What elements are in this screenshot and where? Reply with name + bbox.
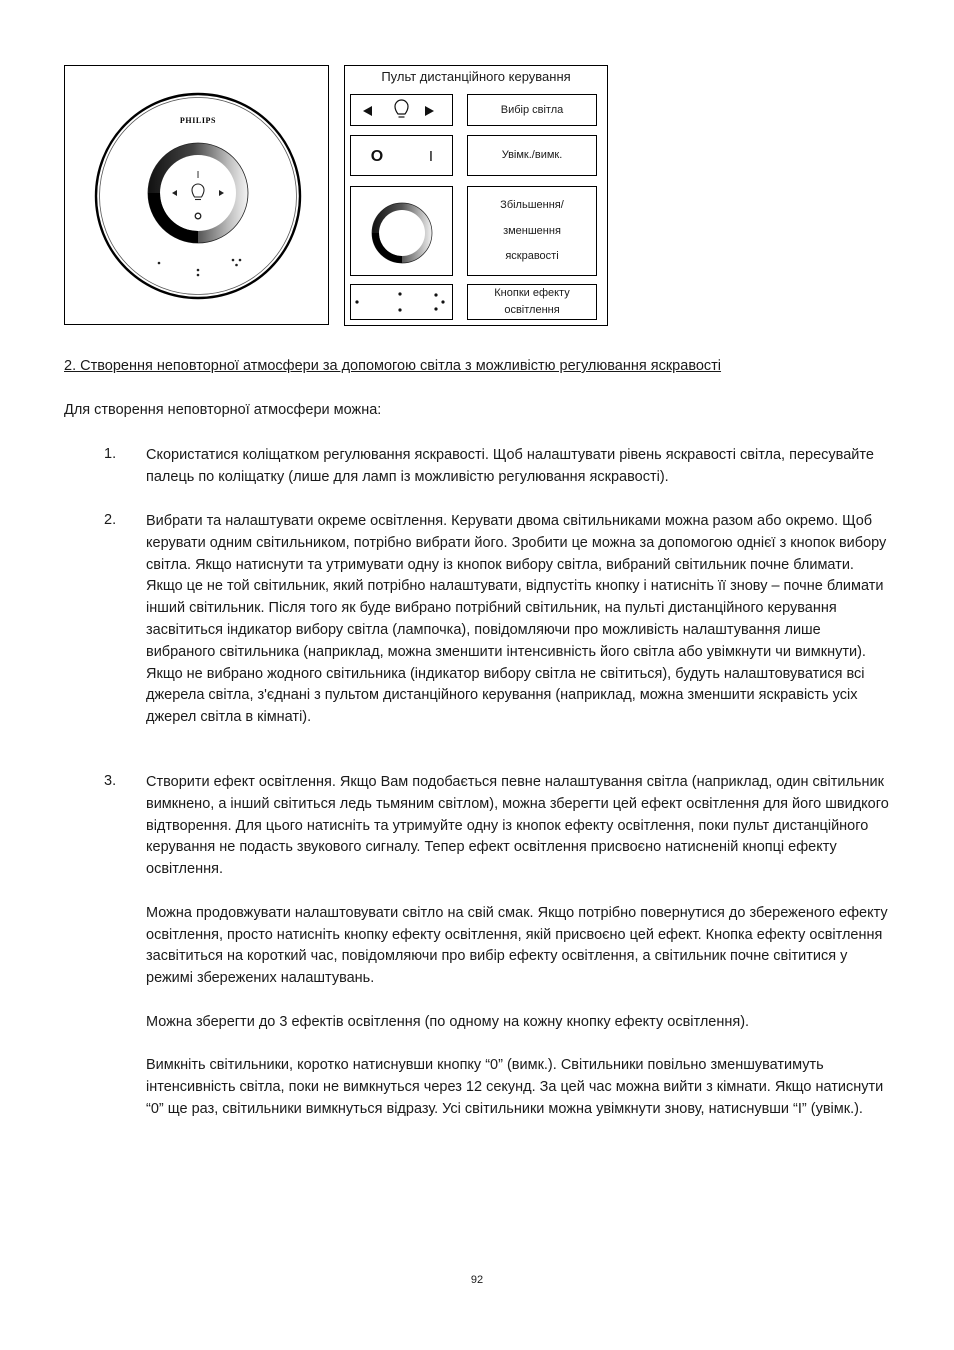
paragraph: Вибрати та налаштувати окреме освітлення. Керувати двома світильниками можна разом або окремо. Щоб керувати одним світильником, потрібно вибрати його. Зробити це можна за допомогою однієї з кнопок вибору світла. Якщо натиснути та утримувати одну із кнопок вибору світла, вибраний світильник почне блимати. Якщо це не той світильник, який потрібно налаштувати, відпустіть кнопку і натисніть її знову – почне блимати інший світильник. Після того як буде вибрано потрібний світильник, на пульті дистанційного керування засвітиться індикатор вибору світла (лампочка), повідомляючи про можливість налаштування лише вибраного світильника (наприклад, можна зменшити інтенсивність його світла або увімкнути чи вимкнути). Якщо не вибрано жодного світильника (індикатор вибору світла не світиться), будуть налаштовуватися всі джерела світла, з'єднані з пультом дистанційного керування (наприклад, можна зменшити яскравість усіх джерел світла в кімнаті). [146,513,887,726]
remote-legend [344,65,608,326]
legend-label-brightness-line: Збільшення/ [500,198,564,211]
legend-label-effects [467,284,597,320]
effect-button-3-dot[interactable] [239,259,242,262]
on-symbol-legend: I [428,148,434,165]
legend-label-onoff-line: Увімк./вимк. [501,149,563,161]
brightness-ring-icon [350,186,453,276]
effect-button-2-dot[interactable] [197,269,200,272]
effect-button-3-dot[interactable] [232,259,235,262]
list-item-number: 2. [104,512,117,528]
legend-label-selection-line: Вибір світла [500,103,564,116]
legend-label-brightness [467,186,597,276]
paragraph: Можна зберегти до 3 ефектів освітлення (по одному на кожну кнопку ефекту освітлення). [146,1013,750,1030]
legend-label-effects-line: Кнопки ефекту [494,287,570,300]
legend-label-effects-line: освітлення [504,303,560,316]
effect-button-3-dot[interactable] [235,264,238,267]
off-symbol-legend: O [370,148,384,165]
arrows-bulb-icon [350,94,453,126]
legend-label-brightness-line: яскравості [505,250,559,263]
list-item-number: 3. [104,773,117,789]
section-heading: 2. Створення неповторної атмосфери за допомогою світла з можливістю регулювання яскравості [64,358,722,374]
legend-label-brightness-line: зменшення [503,224,561,237]
brand-logo: PHILIPS [179,116,217,125]
remote-illustration [64,65,329,325]
list-item-number: 1. [104,446,117,462]
list-item-1 [146,445,891,489]
paragraph: Скористатися коліщатком регулювання яскравості. Щоб налаштувати рівень яскравості світла, пересувайте палець по коліщатку (лише для ламп із можливістю регулювання яскравості). [146,447,874,485]
paragraph: Можна продовжувати налаштовувати світло на свій смак. Якщо потрібно повернутися до збереженого ефекту освітлення, просто натисніть кнопку ефекту освітлення, якій присвоєно цей ефект. Кнопка ефекту освітлення засвітиться на короткий час, повідомляючи про вибір ефекту освітлення, а світильник почне світитися у режимі збережених налаштувань. [146,904,888,987]
remote-drawing [65,66,330,326]
on-off-icon [350,135,453,176]
legend-title: Пульт дистанційного керування [381,69,571,84]
ring-center [160,155,236,231]
page-number: 92 [470,1274,484,1286]
paragraph: Створити ефект освітлення. Якщо Вам подобається певне налаштування світла (наприклад, один світильник вимкнено, а інший світиться ледь тьмяним світлом), можна зберегти цей ефект освітлення для його швидкого відтворення. Для цього натисніть та утримуйте одну із кнопок ефекту освітлення, поки пульт дистанційного керування не подасть звукового сигналу. Тепер ефект освітлення присвоєно натисненій кнопці ефекту освітлення. [146,774,889,878]
intro-text: Для створення неповторної атмосфери можна: [64,402,382,418]
effect-button-2-dot[interactable] [197,274,200,277]
legend-label-onoff [467,135,597,176]
list-item-3 [146,772,891,1121]
list-item-2 [146,511,891,729]
on-symbol[interactable]: I [196,170,200,181]
legend-label-selection [467,94,597,126]
effect-button-1[interactable] [158,262,161,265]
effect-dots-icon [350,284,453,320]
paragraph: Вимкніть світильники, коротко натиснувши кнопку “0” (вимк.). Світильники повільно зменшуватимуть інтенсивність світла, поки не вимкнуться через 12 секунд. За цей час можна вийти з кімнати. Якщо натиснути “0” ще раз, світильники вимкнуться відразу. Усі світильники можна увімкнути знову, натиснувши “I” (увімк.). [146,1057,884,1117]
